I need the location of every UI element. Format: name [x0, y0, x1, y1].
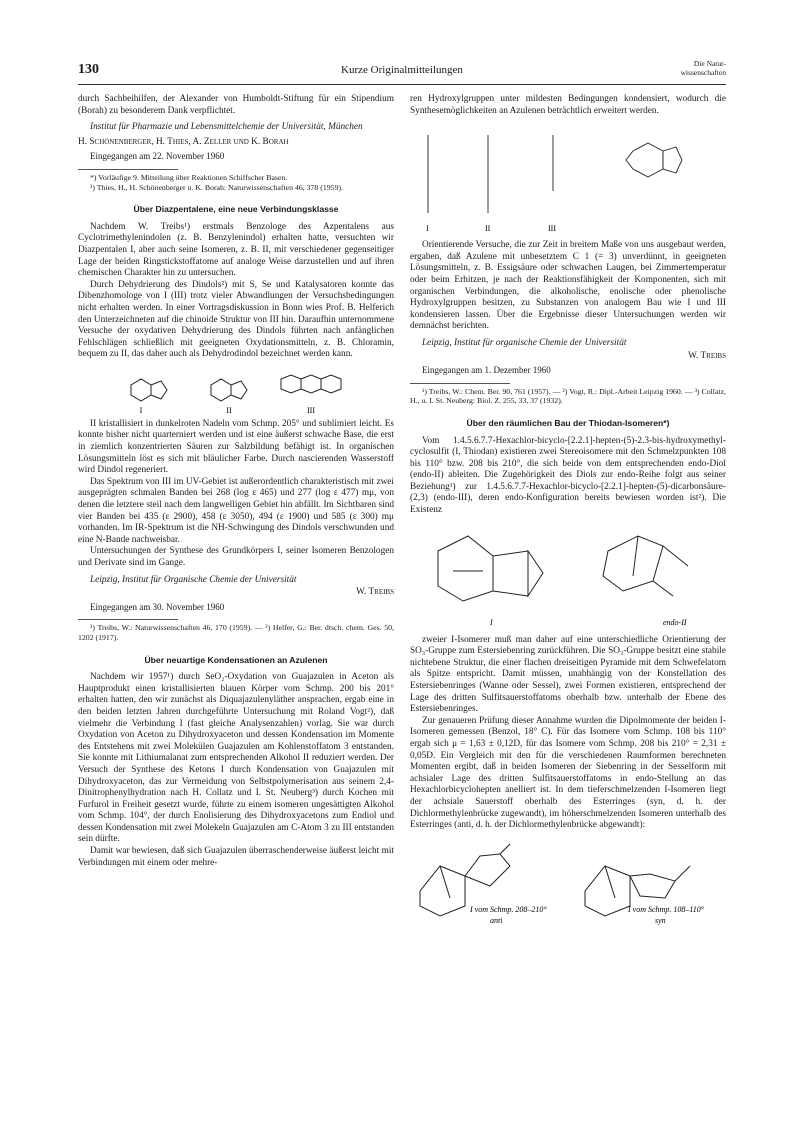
paragraph: ren Hydroxylgruppen unter mildesten Bedingungen kondensiert, wodurch die Synthesemöglichkeiten an Azulenen beträchtlich erweitert werden.: [410, 94, 726, 116]
figure-label: III: [307, 405, 315, 415]
azulene-structures-figure: [418, 121, 718, 236]
article-title: Über Diazpentalene, eine neue Verbindungsklasse: [133, 204, 339, 215]
figure-label: II: [226, 405, 232, 415]
paragraph: durch Sachbeihilfen, der Alexander von Humboldt-Stiftung für ein Stipendium (Borah) zu besonderem Dank verpflichtet.: [78, 94, 394, 116]
figure-label: endo-II: [663, 617, 687, 627]
paragraph: Vom 1.4.5.6.7.7-Hexachlor-bicyclo-[2.2.1]-hepten-(5)-2.3-bis-hydroxymethyl-cyclosulfit (I, Thiodan) existieren zwei Stereoisomere mit den Schmelzpunkten 108 bis 110° bzw. 208 bis 210°, die sich beide von dem entsprechenden endo-Diol (endo-II) ableiten. Die Zugehörigkeit des Diols zur endo-Reihe folgt aus seiner Beziehung¹) zur 1.4.5.6.7.7-Hexachlor-bicyclo-[2.2.1]-hepten-(5)-dicarbonsäure-(2,3) (endo-III), deren endo-Konfiguration bereits bewiesen worden ist²). Die Existenz: [410, 435, 726, 516]
institute: Institut für Pharmazie und Lebensmittelchemie der Universität, München: [90, 122, 363, 133]
received-date: Eingegangen am 1. Dezember 1960: [422, 365, 551, 376]
institute: Leipzig, Institut für organische Chemie der Universität: [422, 337, 627, 348]
paragraph: Untersuchungen der Synthese des Grundkörpers I, seiner Isomeren Benzologen und Derivate sind im Gange.: [78, 546, 394, 568]
article-title: Über den räumlichen Bau der Thiodan-Isomeren*): [466, 417, 670, 428]
figure-label: I vom Schmp. 108–110°: [628, 904, 704, 914]
footnote: ¹) Thies, H., H. Schönenberger u. K. Borah: Naturwissenschaften 46, 378 (1959).: [90, 182, 344, 192]
figure-label: II: [485, 224, 491, 234]
paragraph: Zur genaueren Prüfung dieser Annahme wurden die Dipolmomente der beiden I-Isomeren gemessen (Benzol, 18° C). Für das Isomere vom Schmp. 108 bis 110° ergab sich μ = 1,63 ± 0,12D, für das Isomere vom Schmp. 208 bis 210° = 2,31 ± 0,05D. Ein Vergleich mit den für die verschiedenen Raumformen berechneten Momenten ergibt, daß in beiden Isomeren der Siebenring in der Sesselform mit achsialer Lage des dritten Sulfitsauerstoffatoms in endo-Stellung an das Hexachlorbicyclohepten anelliert ist. In dem tieferschmelzenden I-Isomeren liegt der achsiale Sauerstoff oberhalb des Esterringes (syn, d. h. der Dichlormethylenbrücke zugewandt), im höherschmelzenden Isomeren unterhalb des Esterringes (anti, d. h. der Dichlormethylenbrücke abgewandt):: [410, 715, 726, 831]
paragraph: Nachdem W. Treibs¹) erstmals Benzologe des Azpentalens aus Cyclotrimethylenindolen (z. B. Benzylenindol) erhalten hatte, versuchten wir Diazpentalen I, aber auch seine Isomeren, z. B. II, mit verschiedener gegenseitiger Lage der beiden Ringstickstoffatome auf analoge Weise darzustellen und auf ihren chemischen Charakter hin zu untersuchen.: [78, 221, 394, 279]
figure-label: I: [490, 617, 493, 627]
figure-label: anti: [490, 915, 503, 925]
received-date: Eingegangen am 22. November 1960: [90, 151, 225, 162]
right-column: [410, 94, 726, 930]
figure-label: I: [139, 405, 143, 415]
paragraph: Nachdem wir 1957¹) durch SeO₂-Oxydation von Guajazulen in Aceton als Hauptprodukt einen kristallisierten blauen Körper vom Schmp. 200 bis 201° erhalten hatten, den wir zunächst als Diquajazulenyläther ansprachen, ergab eine in den beiden letzten Jahren durchgeführte Untersuchung mit Roland Vogt²), daß vielmehr die Verbindung I (fast gleiche Analysenzahlen) vorlag. Sie war durch Oxydation von Aceton zu Dihydroxyaceton und dessen Kondensation im Momente des Entstehens mit zwei Molekülen Guajazulen am Kohlenstoffatom 3 entstanden. Sie konnte mit Lithiumalanat zum entsprechenden Alkohol II reduziert werden. Der Versuch der Synthese des Ketons I durch Kondensation von Guajazulen mit Dihydroxyaceton, das zur Vermeidung von Selbstpolymerisation aus seinem 2,4-Dinitrophenylhydration nach H. Collatz und I. St. Neuberg³) durch Kochen mit Furfurol in Freiheit gesetzt wurde, führte zu einem isomeren ungesättigten Alkohol vom Schmp. 104°, der durch Enolisierung des Dihydroxyacetons zum Endiol und dessen Kondensation mit zwei Molekeln Guajazulen am C-Atom 3 zu III entstanden sein dürfte.: [78, 672, 394, 845]
signature: W. Treibs: [688, 350, 726, 361]
diazpentalene-structures-figure: [111, 365, 361, 415]
figure-label: I vom Schmp. 208–210°: [470, 904, 547, 914]
journal-name: Die Natur- wissenschaften: [680, 59, 726, 77]
paragraph: II kristallisiert in dunkelroten Nadeln vom Schmp. 205° und sublimiert leicht. Es konnte bisher nicht quarterniert werden und ist eine äußerst schwache Base, die erst in ziemlich konzentrierten Säuren zur Salzbildung befähigt ist. In organischen Lösungsmitteln löst es sich mit bläulicher Farbe. Durch nascierenden Wasserstoff wird Dindol regeneriert.: [78, 418, 394, 476]
figure-label: I: [426, 224, 429, 234]
authors: H. Schönenberger, H. Thies, A. Zeller und K. Borah: [78, 136, 289, 147]
page-number: 130: [78, 62, 99, 77]
thiodan-structures-figure: [418, 521, 718, 631]
section-title: Kurze Originalmitteilungen: [341, 64, 463, 76]
thiodan-isomers-figure: [410, 836, 726, 926]
page-header: [78, 60, 726, 85]
footnote: *) Vorläufige 9. Mitteilung über Reaktionen Schiffscher Basen.: [90, 172, 288, 182]
paragraph: Orientierende Versuche, die zur Zeit in breitem Maße von uns ausgebaut werden, ergaben, daß Azulene mit unbesetztem C 1 (= 3) unverdünnt, in geeigneten Lösungsmitteln, z. B. Essigsäure oder schwachen Laugen, bei Zimmertemperatur oder beim Erhitzen, je nach der Reaktionsfähigkeit der Komponenten, sich mit organischen Verbindungen, die alkoholische, enolische oder phenolische Hydroxylgruppen besitzen, zu Substanzen von analogem Bau wie I und III kondensieren lassen. Über die Ergebnisse dieser Untersuchungen werden wir demnächst berichten.: [410, 240, 726, 332]
figure-label: syn: [655, 915, 666, 925]
left-column: [78, 94, 394, 869]
figure-label: III: [548, 224, 556, 234]
signature: W. Treibs: [356, 587, 394, 598]
paragraph: Das Spektrum von III im UV-Gebiet ist außerordentlich charakteristisch mit zwei ausgeprägten schmalen Banden bei 268 (log ε 465) und 277 (log ε 477) mμ, von denen die letztere steil nach dem langwelligen Gebiet hin abfällt. Im Sichtbaren sind vier Banden bei 435 (ε 2900), 458 (ε 3050), 494 (ε 1900) und 585 (ε 300) mμ vorhanden. Im IR-Spektrum ist die NH-Schwingung des Dindols verschwunden und eine N-Bande nachweisbar.: [78, 476, 394, 545]
footnote: ¹) Treibs, W.: Chem. Ber. 90, 761 (1957). — ²) Vogt, R.: Dipl.-Arbeit Leipzig 1960. — ³) Collatz, H., u. I. St. Neuberg: Biol. Z. 255, 33, 37 (1932).: [410, 386, 726, 406]
paragraph: Durch Dehydrierung des Dindols²) mit S, Se und Katalysatoren konnte das Dibenzhomologe von I (III) trotz vieler Abwandlungen der Versuchsbedingungen nicht erhalten werden. In einer Vortragsdiskussion in Bonn wies Prof. B. Helferich den Unterzeichneten auf die chinoide Struktur von III hin. Daraufhin unternommene Versuche der oxydativen Dehydrierung des Dindols führten nach anfänglichen Fehlschlägen schließlich mit geeigneten Oxydationsmitteln, z. B. Chloramin, bequem zu II, das daher auch als Dehydrodindol bezeichnet werden kann.: [78, 279, 394, 360]
article-title: Über neuartige Kondensationen an Azulenen: [144, 654, 328, 665]
institute: Leipzig, Institut für Organische Chemie der Universität: [90, 574, 297, 585]
footnote: ¹) Treibs, W.: Naturwissenschaften 46, 170 (1959). — ²) Helfer, G.: Ber. dtsch. chem. Ges. 50, 1202 (1917).: [78, 623, 394, 642]
received-date: Eingegangen am 30. November 1960: [90, 601, 225, 612]
paragraph: Damit war bewiesen, daß sich Guajazulen überraschenderweise äußerst leicht mit Verbindungen mit einem oder mehre-: [78, 846, 394, 868]
paragraph: zweier I-Isomerer muß man daher auf eine unterschiedliche Orientierung der SO₃-Gruppe zum Estersiebenring zurückführen. Die SO₃-Gruppe besitzt eine stabile nichtebene Struktur, die einer flachen dreiseitigen Pyramide mit dem Schwefelatom als Spitze entspricht. Damit müssen, unabhängig von der Konstellation des Estersiebenringes (Wanne oder Sessel), zwei Formen existieren, entsprechend der Lage des dritten Sulfitsauerstoffatoms oberhalb bzw. unterhalb der Ebene des Estersiebenringes.: [410, 634, 726, 715]
